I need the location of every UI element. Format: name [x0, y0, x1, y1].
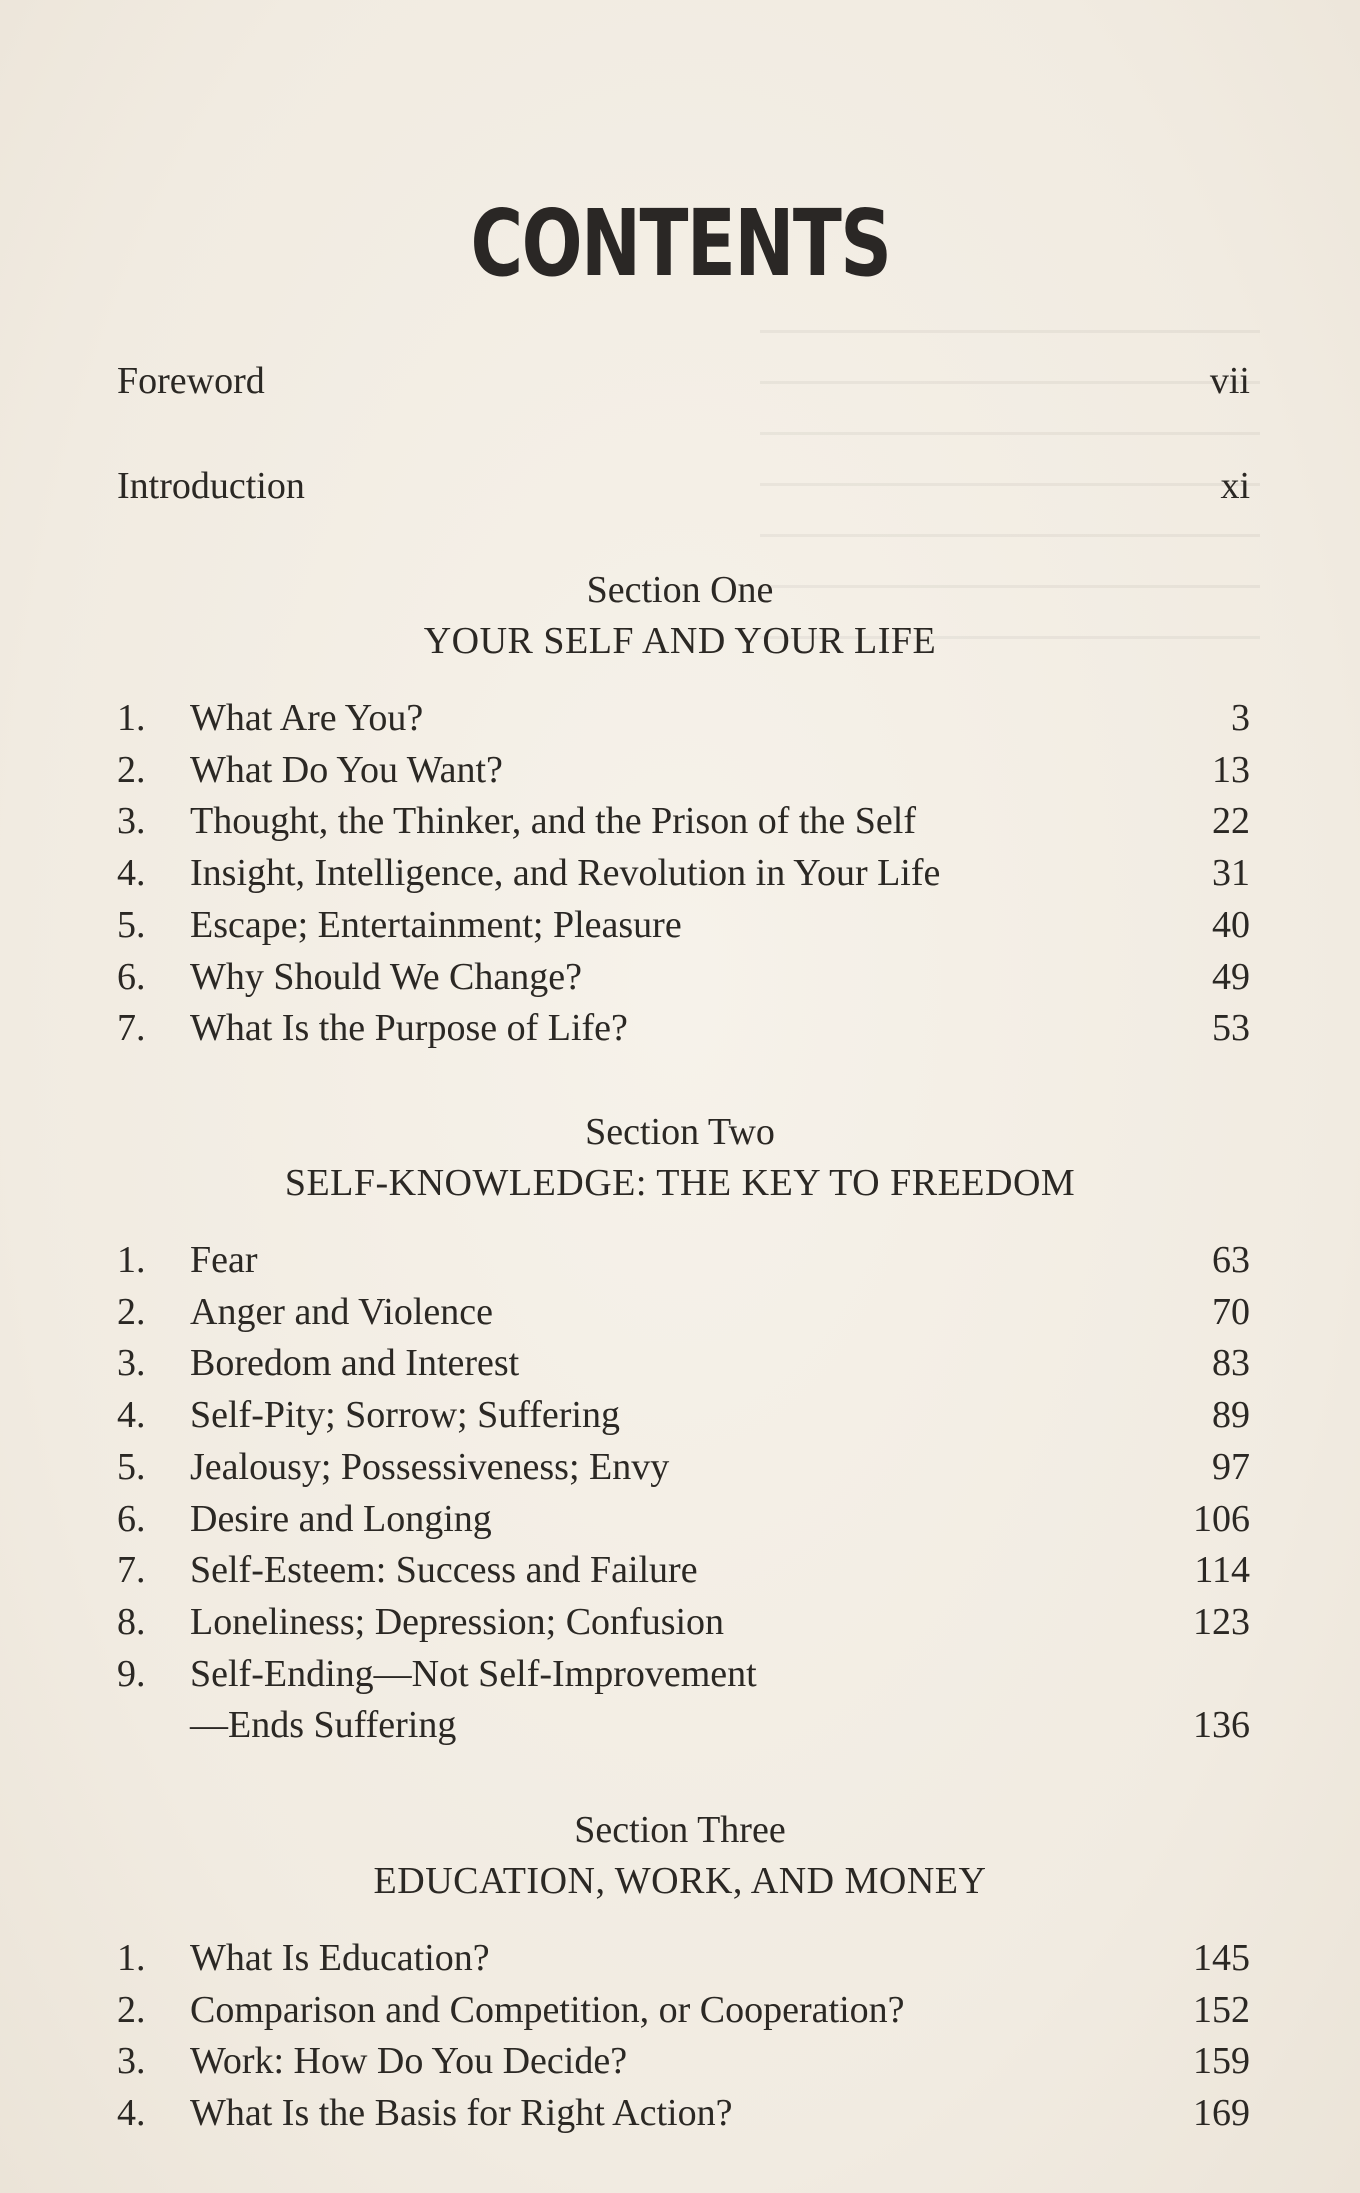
toc-entry-page: 83 [1212, 1342, 1250, 1384]
toc-front-page: xi [1220, 465, 1250, 507]
toc-entry-number: 3. [117, 1342, 146, 1384]
toc-entry-title: Boredom and Interest [190, 1342, 520, 1384]
toc-front-label: Foreword [117, 360, 265, 402]
toc-entry-title: Work: How Do You Decide? [190, 2040, 628, 2082]
section-heading: Section Three [574, 1809, 786, 1851]
section-subtitle: YOUR SELF AND YOUR LIFE [423, 620, 937, 662]
toc-entry-title: What Is Education? [190, 1937, 490, 1979]
toc-entry-title: Self-Ending—Not Self-Improvement [190, 1653, 757, 1695]
toc-entry-title: What Is the Basis for Right Action? [190, 2092, 733, 2134]
toc-entry-number: 3. [117, 2040, 146, 2082]
toc-entry-title: —Ends Suffering [190, 1704, 457, 1746]
toc-entry-number: 1. [117, 1239, 146, 1281]
toc-entry-title: Fear [190, 1239, 258, 1281]
toc-entry-title: Why Should We Change? [190, 956, 583, 998]
toc-entry-number: 3. [117, 800, 146, 842]
toc-entry-page: 89 [1212, 1394, 1250, 1436]
show-through-text [760, 330, 1260, 750]
toc-entry-title: Desire and Longing [190, 1498, 492, 1540]
toc-entry-title: Insight, Intelligence, and Revolution in Your Life [190, 852, 941, 894]
toc-entry-page: 49 [1212, 956, 1250, 998]
section-subtitle: EDUCATION, WORK, AND MONEY [373, 1860, 987, 1902]
toc-front-label: Introduction [117, 465, 305, 507]
toc-entry-page: 13 [1212, 749, 1250, 791]
toc-entry-page: 145 [1193, 1937, 1250, 1979]
toc-entry-number: 1. [117, 697, 146, 739]
toc-entry-page: 63 [1212, 1239, 1250, 1281]
toc-entry-page: 70 [1212, 1291, 1250, 1333]
toc-entry-page: 114 [1194, 1549, 1250, 1591]
toc-entry-number: 5. [117, 904, 146, 946]
section-heading: Section Two [585, 1111, 775, 1153]
toc-entry-title: What Is the Purpose of Life? [190, 1007, 628, 1049]
toc-entry-number: 7. [117, 1007, 146, 1049]
toc-entry-page: 169 [1193, 2092, 1250, 2134]
toc-entry-number: 1. [117, 1937, 146, 1979]
toc-entry-title: Anger and Violence [190, 1291, 494, 1333]
toc-entry-page: 3 [1231, 697, 1250, 739]
toc-entry-title: Comparison and Competition, or Cooperation? [190, 1989, 905, 2031]
toc-front-page: vii [1209, 360, 1250, 402]
page-title: CONTENTS [470, 190, 891, 297]
toc-entry-page: 40 [1212, 904, 1250, 946]
toc-entry-title: Self-Pity; Sorrow; Suffering [190, 1394, 620, 1436]
toc-entry-title: What Are You? [190, 697, 424, 739]
toc-entry-page: 159 [1193, 2040, 1250, 2082]
toc-entry-title: Self-Esteem: Success and Failure [190, 1549, 698, 1591]
toc-entry-title: What Do You Want? [190, 749, 503, 791]
toc-entry-number: 4. [117, 1394, 146, 1436]
toc-entry-title: Jealousy; Possessiveness; Envy [190, 1446, 670, 1488]
toc-entry-page: 53 [1212, 1007, 1250, 1049]
section-subtitle: SELF-KNOWLEDGE: THE KEY TO FREEDOM [284, 1162, 1076, 1204]
section-heading: Section One [586, 569, 774, 611]
toc-entry-title: Thought, the Thinker, and the Prison of the Self [190, 800, 916, 842]
toc-entry-page: 31 [1212, 852, 1250, 894]
toc-entry-title: Loneliness; Depression; Confusion [190, 1601, 725, 1643]
toc-entry-page: 123 [1193, 1601, 1250, 1643]
toc-entry-page: 106 [1193, 1498, 1250, 1540]
toc-entry-page: 136 [1193, 1704, 1250, 1746]
toc-entry-number: 6. [117, 1498, 146, 1540]
toc-entry-page: 152 [1193, 1989, 1250, 2031]
toc-entry-number: 2. [117, 749, 146, 791]
toc-entry-number: 5. [117, 1446, 146, 1488]
toc-entry-number: 2. [117, 1989, 146, 2031]
toc-entry-number: 6. [117, 956, 146, 998]
toc-entry-page: 22 [1212, 800, 1250, 842]
toc-entry-number: 7. [117, 1549, 146, 1591]
toc-entry-page: 97 [1212, 1446, 1250, 1488]
toc-entry-number: 8. [117, 1601, 146, 1643]
toc-entry-number: 4. [117, 2092, 146, 2134]
toc-entry-number: 4. [117, 852, 146, 894]
toc-entry-number: 2. [117, 1291, 146, 1333]
toc-entry-title: Escape; Entertainment; Pleasure [190, 904, 682, 946]
toc-entry-number: 9. [117, 1653, 146, 1695]
